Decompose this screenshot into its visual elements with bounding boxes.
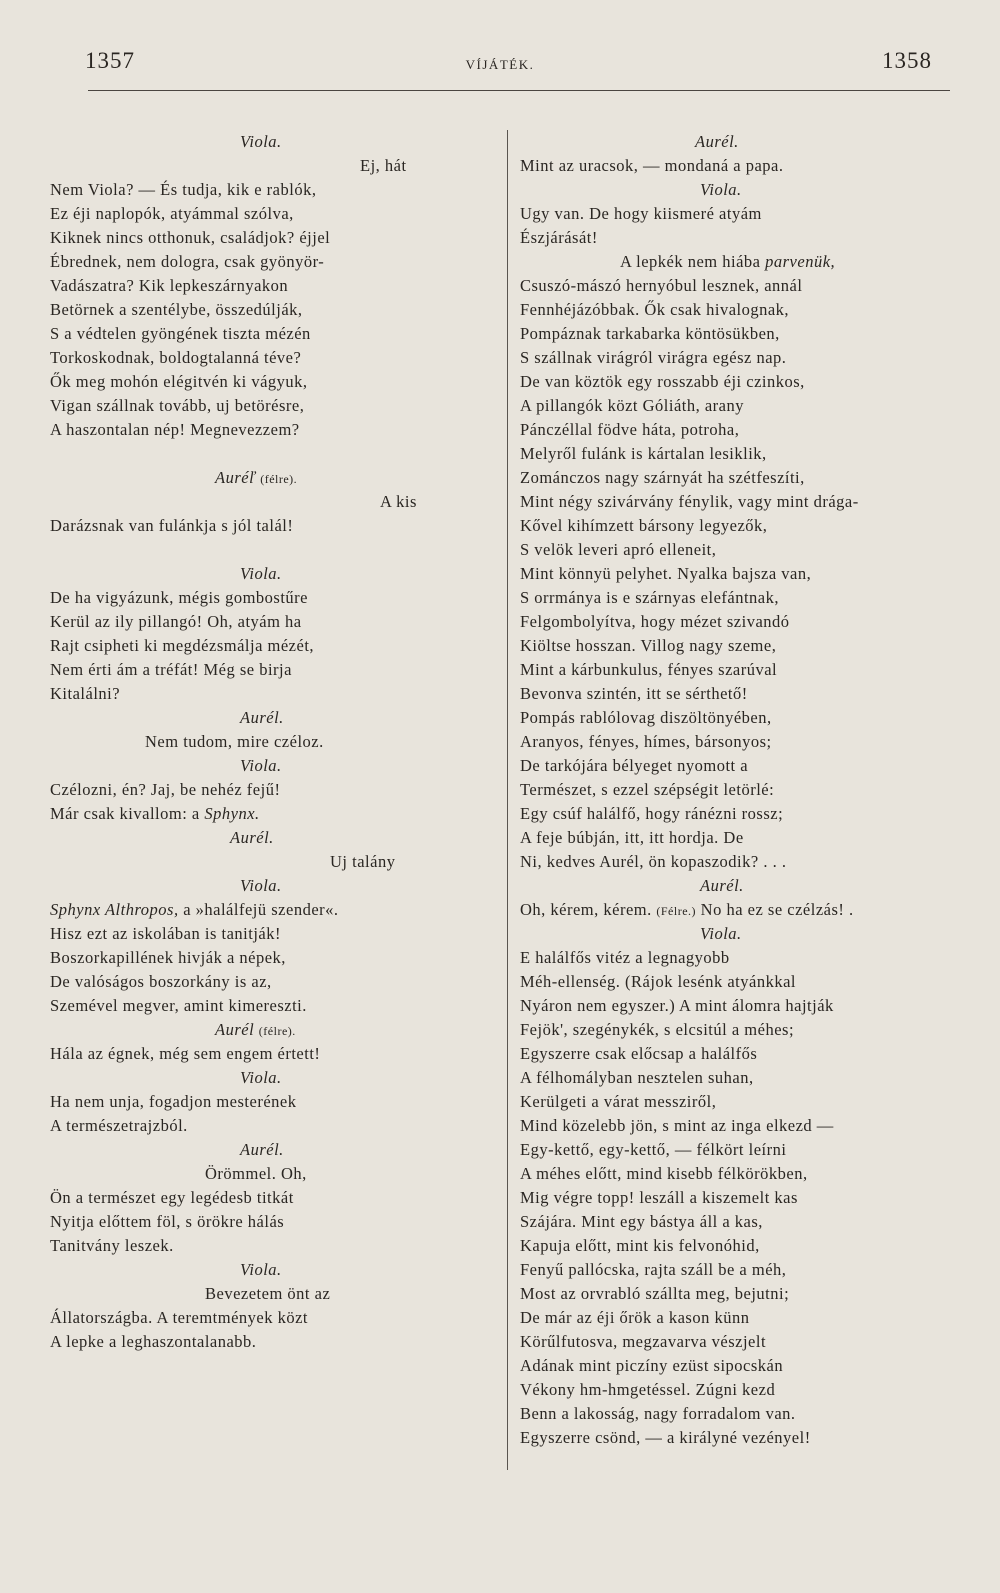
verse-line (50, 610, 440, 634)
speaker-label: Aurél. (240, 1140, 284, 1159)
verse-text: Zománczos nagy szárnyát ha szétfeszíti, (520, 468, 805, 487)
verse-text: Ők meg mohón elégitvén ki vágyuk, (50, 372, 308, 391)
verse-text: Pompáznak tarkabarka köntösükben, (520, 324, 780, 343)
verse-text: Aranyos, fényes, hímes, bársonyos; (520, 732, 772, 751)
speaker-label: Viola. (240, 876, 282, 895)
verse-text: Ugy van. De hogy kiismeré atyám (520, 204, 762, 223)
verse-text: Betörnek a szentélybe, összedúlják, (50, 300, 303, 319)
verse-line (520, 610, 950, 634)
verse-line (50, 730, 440, 754)
verse-line (520, 274, 950, 298)
verse-text: Kitalálni? (50, 684, 121, 703)
blank-line (50, 538, 440, 562)
verse-line (520, 1234, 950, 1258)
verse-line (520, 634, 950, 658)
verse-text: A pillangók közt Góliáth, arany (520, 396, 744, 415)
verse-text: Egyszerre csönd, — a királyné vezényel! (520, 1428, 811, 1447)
speaker-name (50, 130, 440, 154)
verse-line (50, 346, 440, 370)
running-title: VÍJÁTÉK. (465, 57, 535, 72)
verse-line (520, 442, 950, 466)
verse-text: Már csak kivallom: a (50, 804, 205, 823)
verse-text: Felgombolyítva, hogy mézet szivandó (520, 612, 790, 631)
verse-line (50, 514, 440, 538)
verse-line (520, 226, 950, 250)
verse-line (50, 274, 440, 298)
verse-text: S velök leveri apró elleneit, (520, 540, 717, 559)
verse-text: Oh, kérem, kérem. (520, 900, 657, 919)
verse-text: Egy-kettő, egy-kettő, — félkört leírni (520, 1140, 787, 1159)
verse-line (50, 1306, 440, 1330)
verse-line (520, 1018, 950, 1042)
verse-line (520, 418, 950, 442)
italic-text: Sphynx. (204, 804, 260, 823)
verse-text: Boszorkapillének hivják a népek, (50, 948, 286, 967)
verse-text: Kapuja előtt, mint kis felvonóhid, (520, 1236, 760, 1255)
verse-line (520, 1402, 950, 1426)
verse-text: Melyről fulánk is kártalan lesiklik, (520, 444, 767, 463)
verse-text: Mind közelebb jön, s mint az inga elkezd — (520, 1116, 834, 1135)
verse-line (50, 1282, 440, 1306)
verse-line (520, 1378, 950, 1402)
verse-text: Észjárását! (520, 228, 598, 247)
verse-line (520, 1426, 950, 1450)
verse-line (520, 370, 950, 394)
verse-text: Ez éji naplopók, atyámmal szólva, (50, 204, 294, 223)
verse-text: Vadászatra? Kik lepkeszárnyakon (50, 276, 289, 295)
verse-text: Rajt csipheti ki megdézsmálja mézét, (50, 636, 315, 655)
verse-text: Adának mint piczíny ezüst sipocskán (520, 1356, 784, 1375)
verse-line (520, 1354, 950, 1378)
verse-line (50, 994, 440, 1018)
verse-line (50, 1090, 440, 1114)
verse-line (520, 322, 950, 346)
verse-line (50, 154, 440, 178)
verse-line (520, 1090, 950, 1114)
speaker-label: Viola. (240, 1068, 282, 1087)
verse-line (520, 1066, 950, 1090)
verse-line (50, 1234, 440, 1258)
speaker-name (50, 754, 440, 778)
verse-line (520, 850, 950, 874)
verse-line (520, 802, 950, 826)
verse-text: Fejök', szegénykék, s elcsitúl a méhes; (520, 1020, 795, 1039)
verse-line (520, 778, 950, 802)
speaker-name (50, 1258, 440, 1282)
verse-text: A természetrajzból. (50, 1116, 188, 1135)
verse-line (50, 226, 440, 250)
verse-text: Torkoskodnak, boldogtalanná téve? (50, 348, 302, 367)
verse-line (520, 250, 950, 274)
speaker-label: Viola. (240, 1260, 282, 1279)
verse-text: Tanitvány leszek. (50, 1236, 174, 1255)
verse-text: Ha nem unja, fogadjon mesterének (50, 1092, 297, 1111)
verse-text: Ej, hát (360, 156, 407, 175)
verse-text: Fennhéjázóbbak. Ők csak hivalognak, (520, 300, 790, 319)
header-rule (88, 90, 950, 91)
verse-line (520, 490, 950, 514)
verse-line (50, 586, 440, 610)
verse-text: Nyáron nem egyszer.) A mint álomra hajtják (520, 996, 834, 1015)
verse-text: Ni, kedves Aurél, ön kopaszodik? . . . (520, 852, 787, 871)
verse-text: E halálfős vitéz a legnagyobb (520, 948, 730, 967)
verse-line (520, 1114, 950, 1138)
verse-line (50, 202, 440, 226)
verse-line (520, 1186, 950, 1210)
speaker-name (50, 706, 440, 730)
verse-text: A haszontalan nép! Megnevezzem? (50, 420, 300, 439)
verse-text: Egyszerre csak előcsap a halálfős (520, 1044, 758, 1063)
verse-text: Kiöltse hosszan. Villog nagy szeme, (520, 636, 777, 655)
italic-text: parvenük, (765, 252, 836, 271)
verse-text: Nem tudom, mire czéloz. (145, 732, 324, 751)
verse-line (520, 466, 950, 490)
right-page-number: 1358 (882, 48, 932, 73)
verse-text: a »halálfejü szender«. (178, 900, 339, 919)
verse-text: Egy csúf halálfő, hogy ránézni rossz; (520, 804, 784, 823)
verse-line (520, 298, 950, 322)
verse-line (520, 658, 950, 682)
speaker-name (50, 562, 440, 586)
speaker-name (50, 1018, 440, 1042)
verse-line (520, 994, 950, 1018)
verse-line (50, 1330, 440, 1354)
speaker-label: Aurél (215, 1020, 255, 1039)
verse-text: De van köztök egy rosszabb éji czinkos, (520, 372, 805, 391)
page-header (0, 48, 1000, 88)
speaker-name (520, 178, 950, 202)
verse-line (50, 250, 440, 274)
verse-text: Mint könnyü pelyhet. Nyalka bajsza van, (520, 564, 812, 583)
verse-text: Uj talány (330, 852, 396, 871)
verse-text: Örömmel. Oh, (205, 1164, 307, 1183)
speaker-name (50, 1138, 440, 1162)
stage-direction: (félre). (260, 472, 298, 486)
verse-line (520, 1306, 950, 1330)
verse-line (520, 394, 950, 418)
verse-text: Mint az uracsok, — mondaná a papa. (520, 156, 784, 175)
verse-line (50, 1210, 440, 1234)
verse-text: Vigan szállnak tovább, uj betörésre, (50, 396, 305, 415)
stage-direction: (félre). (258, 1024, 296, 1038)
verse-line (50, 298, 440, 322)
verse-text: Nem érti ám a tréfát! Még se birja (50, 660, 292, 679)
verse-line (520, 1042, 950, 1066)
verse-line (520, 1258, 950, 1282)
verse-line (50, 850, 440, 874)
verse-line (520, 754, 950, 778)
verse-line (520, 1162, 950, 1186)
verse-line (50, 682, 440, 706)
verse-text: Hála az égnek, még sem engem értett! (50, 1044, 321, 1063)
verse-text: Mint a kárbunkulus, fényes szarúval (520, 660, 778, 679)
verse-line (50, 1114, 440, 1138)
verse-line (50, 634, 440, 658)
verse-text: Pánczéllal födve háta, potroha, (520, 420, 740, 439)
speaker-label: Aurél. (695, 132, 739, 151)
verse-line (520, 346, 950, 370)
verse-text: A méhes előtt, mind kisebb félkörökben, (520, 1164, 808, 1183)
verse-text: Nyitja előttem föl, s örökre hálás (50, 1212, 285, 1231)
speaker-name (50, 466, 440, 490)
speaker-label: Viola. (240, 564, 282, 583)
verse-line (50, 922, 440, 946)
verse-line (520, 1282, 950, 1306)
verse-text: Mint négy szivárvány fénylik, vagy mint drága- (520, 492, 859, 511)
speaker-name (520, 922, 950, 946)
verse-line (50, 322, 440, 346)
verse-line (50, 418, 440, 442)
speaker-name (50, 1066, 440, 1090)
verse-text: Csuszó-mászó hernyóbul lesznek, annál (520, 276, 803, 295)
speaker-name (50, 874, 440, 898)
verse-text: Szemével megver, amint kimereszti. (50, 996, 307, 1015)
verse-text: Benn a lakosság, nagy forradalom van. (520, 1404, 796, 1423)
italic-text: Sphynx Althropos, (50, 900, 179, 919)
verse-text: Czélozni, én? Jaj, be nehéz fejű! (50, 780, 281, 799)
verse-line (520, 898, 950, 922)
verse-line (50, 658, 440, 682)
verse-text: A lepkék nem hiába (620, 252, 766, 271)
verse-line (50, 370, 440, 394)
speaker-name (520, 874, 950, 898)
speaker-label: Viola. (700, 180, 742, 199)
verse-line (50, 802, 440, 826)
verse-line (520, 730, 950, 754)
verse-text: Méh-ellenség. (Rájok lesénk atyánkkal (520, 972, 796, 991)
verse-text: Kiknek nincs otthonuk, családjok? éjjel (50, 228, 331, 247)
verse-text: Kővel kihímzett bársony legyezők, (520, 516, 768, 535)
verse-text: De ha vigyázunk, mégis gombostűre (50, 588, 308, 607)
verse-text: Természet, s ezzel szépségit letörlé: (520, 780, 775, 799)
verse-line (50, 970, 440, 994)
speaker-name (520, 130, 950, 154)
verse-text: Ébrednek, nem dologra, csak gyönyör- (50, 252, 325, 271)
speaker-label: Viola. (700, 924, 742, 943)
verse-line (520, 970, 950, 994)
verse-text: Szájára. Mint egy bástya áll a kas, (520, 1212, 763, 1231)
verse-text: Vékony hm-hmgetéssel. Zúgni kezd (520, 1380, 776, 1399)
verse-line (520, 682, 950, 706)
verse-text: A feje búbján, itt, itt hordja. De (520, 828, 744, 847)
blank-line (50, 442, 440, 466)
verse-text: De már az éji őrök a kason künn (520, 1308, 750, 1327)
verse-text: Állatországba. A teremtmények közt (50, 1308, 309, 1327)
verse-line (520, 586, 950, 610)
verse-text: De tarkójára bélyeget nyomott a (520, 756, 749, 775)
verse-text: Fenyű pallócska, rajta száll be a méh, (520, 1260, 787, 1279)
verse-line (520, 514, 950, 538)
verse-text: S a védtelen gyöngének tiszta mézén (50, 324, 311, 343)
verse-line (520, 1330, 950, 1354)
speaker-label: Auréľ (215, 468, 256, 487)
verse-line (50, 946, 440, 970)
verse-line (50, 1162, 440, 1186)
verse-line (520, 1210, 950, 1234)
speaker-label: Aurél. (700, 876, 744, 895)
verse-text: S szállnak virágról virágra egész nap. (520, 348, 787, 367)
verse-line (520, 562, 950, 586)
left-column (50, 130, 440, 1354)
verse-line (520, 706, 950, 730)
stage-direction: (Félre.) (656, 904, 697, 918)
verse-line (520, 202, 950, 226)
verse-text: Kerülgeti a várat messziről, (520, 1092, 717, 1111)
verse-text: Mig végre topp! leszáll a kiszemelt kas (520, 1188, 798, 1207)
verse-text: Nem Viola? — És tudja, kik e rablók, (50, 180, 317, 199)
verse-line (50, 178, 440, 202)
verse-line (50, 898, 440, 922)
verse-text: Most az orvrabló szállta meg, bejutni; (520, 1284, 790, 1303)
verse-text: De valóságos boszorkány is az, (50, 972, 272, 991)
verse-line (520, 946, 950, 970)
verse-text: Pompás rablólovag diszöltönyében, (520, 708, 772, 727)
speaker-label: Viola. (240, 756, 282, 775)
verse-text: Ön a természet egy legédesb titkát (50, 1188, 294, 1207)
verse-line (50, 1042, 440, 1066)
verse-text: A kis (380, 492, 417, 511)
verse-text: Hisz ezt az iskolában is tanitják! (50, 924, 281, 943)
verse-text: S orrmánya is e szárnyas elefántnak, (520, 588, 779, 607)
right-column (520, 130, 950, 1450)
speaker-label: Aurél. (240, 708, 284, 727)
verse-text: No ha ez se czélzás! . (696, 900, 854, 919)
speaker-name (50, 826, 440, 850)
verse-text: Kerül az ily pillangó! Oh, atyám ha (50, 612, 302, 631)
verse-line (520, 154, 950, 178)
verse-text: A lepke a leghaszontalanabb. (50, 1332, 257, 1351)
speaker-label: Aurél. (230, 828, 274, 847)
left-page-number: 1357 (85, 48, 135, 73)
speaker-label: Viola. (240, 132, 282, 151)
column-divider (507, 130, 508, 1470)
verse-text: Darázsnak van fulánkja s jól talál! (50, 516, 294, 535)
verse-line (520, 1138, 950, 1162)
verse-line (50, 394, 440, 418)
verse-line (50, 778, 440, 802)
verse-text: Bevonva szintén, itt se sérthető! (520, 684, 748, 703)
verse-text: A félhomályban nesztelen suhan, (520, 1068, 754, 1087)
verse-line (50, 490, 440, 514)
verse-text: Bevezetem önt az (205, 1284, 331, 1303)
verse-line (50, 1186, 440, 1210)
verse-line (520, 826, 950, 850)
verse-text: Körűlfutosva, megzavarva vészjelt (520, 1332, 767, 1351)
verse-line (520, 538, 950, 562)
